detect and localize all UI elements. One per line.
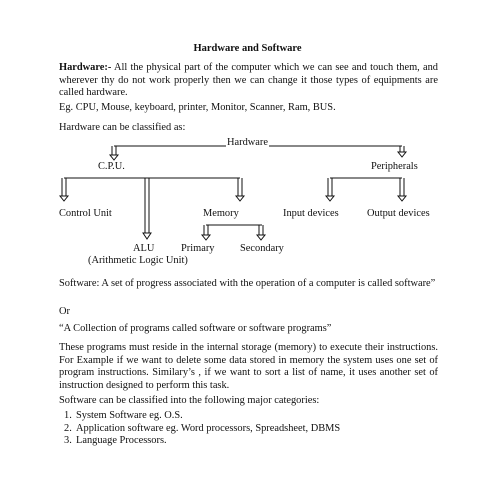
arrow-to-output-devices	[398, 178, 406, 201]
arrow-to-primary	[202, 225, 210, 240]
software-categories-list	[59, 410, 340, 448]
arrow-to-secondary	[257, 225, 265, 240]
hardware-term: Hardware:-	[59, 62, 112, 73]
node-alu-full-name: (Arithmetic Logic Unit)	[88, 255, 188, 266]
node-cpu: C.P.U.	[98, 161, 125, 172]
programs-paragraph: These programs must reside in the internal storage (memory) to execute their instructions. For Example if we want to delete some data stored in memory the system uses one set of program instructions. Similary’s , if we want to sort a list of name, it uses another set of instruction designed to perform this task.	[59, 342, 438, 391]
software-definition: Software: A set of progress associated with the operation of a computer is called software”	[59, 278, 436, 289]
node-input-devices: Input devices	[283, 208, 339, 219]
list-item	[59, 423, 340, 436]
arrow-to-input-devices	[326, 178, 334, 201]
collection-quote: “A Collection of programs called software or software programs”	[59, 323, 332, 334]
list-item-number: 3.	[64, 435, 72, 447]
arrow-to-cpu	[110, 146, 118, 160]
node-hardware: Hardware	[227, 137, 268, 148]
list-item-number: 2.	[64, 422, 72, 434]
list-item-number: 1.	[64, 410, 72, 421]
node-primary: Primary	[181, 243, 215, 254]
hardware-examples: Eg. CPU, Mouse, keyboard, printer, Monitor, Scanner, Ram, BUS.	[59, 102, 336, 113]
list-item-text: Application software eg. Word processors, Spreadsheet, DBMS	[76, 422, 341, 434]
or-text: Or	[59, 306, 70, 317]
categories-intro: Software can be classified into the following major categories:	[59, 395, 320, 406]
arrow-to-peripherals	[398, 146, 406, 157]
page-title: Hardware and Software	[193, 43, 302, 54]
node-secondary: Secondary	[240, 243, 284, 254]
node-output-devices: Output devices	[367, 208, 430, 219]
hardware-definition-text: All the physical part of the computer which we can see and touch them, and wherever thy do not work properly then we can change it those types of equipments are called hardware.	[59, 62, 438, 99]
node-peripherals: Peripherals	[371, 161, 418, 172]
list-item-text: System Software eg. O.S.	[76, 410, 183, 421]
list-item	[59, 410, 340, 423]
arrow-to-alu	[143, 178, 151, 239]
list-item-text: Language Processors.	[76, 435, 167, 447]
arrow-to-control-unit	[60, 178, 68, 201]
node-control-unit: Control Unit	[59, 208, 112, 219]
hardware-classified-line: Hardware can be classified as:	[59, 122, 186, 133]
list-item	[59, 435, 340, 448]
node-memory: Memory	[203, 208, 239, 219]
arrow-to-memory	[236, 178, 244, 201]
node-alu: ALU	[133, 243, 155, 254]
